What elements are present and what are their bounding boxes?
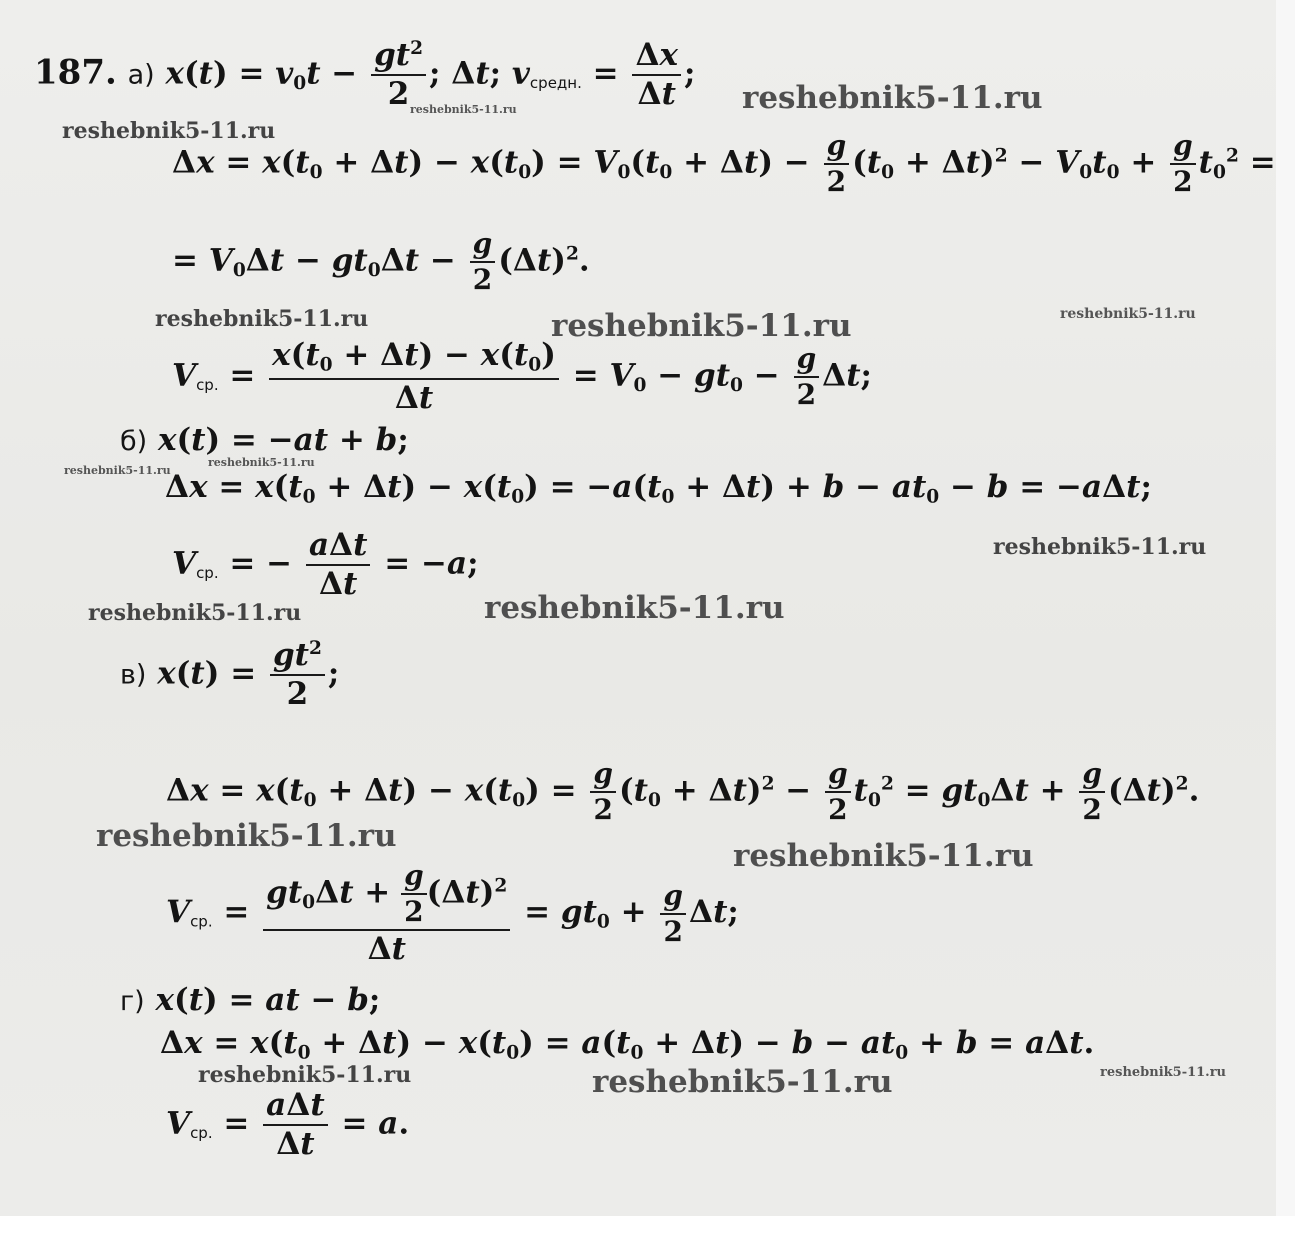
watermark: reshebnik5-11.ru — [551, 308, 852, 344]
part-v-header: в) x(t) = $\frac{gt^2}{2}$ ; — [120, 637, 340, 712]
watermark: reshebnik5-11.ru — [742, 80, 1043, 116]
watermark: reshebnik5-11.ru — [410, 103, 517, 116]
part-b-header: б) x(t) = −at + b; — [120, 422, 409, 458]
watermark: reshebnik5-11.ru — [88, 600, 302, 626]
formula-a-v-avg: $V_{ср.}$ = $\frac{x(t_0 + \Delta t) - x(t_0)}{\Delta t}$ = $V_0 - gt_0$ − $\frac{g}{2}$ Δt; — [172, 337, 872, 417]
part-a-header: 187. а) $x(t) = v_0t$ − $\frac{gt^2}{2}$ ; Δt; $v_{средн.}$ = $\frac{\Delta x}{\Delta t}$ ; — [34, 37, 696, 112]
formula-g-v-avg: $V_{ср.}$ = aΔt Δt = a. — [166, 1087, 410, 1162]
formula-g-delta-x: $\Delta x = x(t_0 + \Delta t) - x(t_0) = a(t_0 + \Delta t) - b - at_0 + b = a\Delta t$. — [160, 1025, 1095, 1064]
part-g-label: г) — [120, 986, 145, 1017]
formula-v-v-avg: $V_{ср.}$ = $gt_0\Delta t$ + $\frac{g}{2}$ $(\Delta t)^2$ Δt = $gt_0$ + $\frac{g}{2}$ Δt; — [166, 859, 739, 967]
formula-b-delta-x: $\Delta x = x(t_0 + \Delta t) - x(t_0) = -a(t_0 + \Delta t) + b - at_0 - b = -a\Delta t$; — [165, 469, 1152, 508]
problem-number: 187. — [34, 52, 117, 93]
formula-a-delta-x-result: = $V_0\Delta t - gt_0\Delta t$ − $\frac{g}{2}$ $(\Delta t)^2$. — [172, 227, 590, 296]
watermark: reshebnik5-11.ru — [993, 534, 1207, 560]
watermark: reshebnik5-11.ru — [592, 1064, 893, 1100]
formula-b-v-avg: $V_{ср.}$ = − aΔt Δt = −a; — [172, 527, 479, 602]
watermark: reshebnik5-11.ru — [1060, 306, 1196, 322]
watermark: reshebnik5-11.ru — [96, 818, 397, 854]
formula-a-delta-x: $\Delta x = x(t_0 + \Delta t) - x(t_0) = V_0(t_0 + \Delta t)$ − $\frac{g}{2}$ $(t_0 + \Delta t)^2 - V_0t_0$ + $\frac{g}{2}$ $t_0^2$ = — [172, 129, 1276, 198]
watermark: reshebnik5-11.ru — [155, 306, 369, 332]
watermark: reshebnik5-11.ru — [198, 1062, 412, 1088]
part-a-label: а) — [127, 59, 155, 91]
watermark: reshebnik5-11.ru — [484, 590, 785, 626]
formula-v-delta-x: $\Delta x = x(t_0 + \Delta t) - x(t_0)$ = $\frac{g}{2}$ $(t_0 + \Delta t)^2$ − $\frac{g}{2}$ $t_0^2 = gt_0\Delta t$ + $\frac{g}{2}$ $(\Delta t)^2$. — [166, 757, 1200, 826]
watermark: reshebnik5-11.ru — [64, 464, 171, 477]
watermark: reshebnik5-11.ru — [208, 456, 315, 469]
page-edge — [1276, 0, 1295, 1216]
part-g-header: г) x(t) = at − b; — [120, 982, 381, 1018]
watermark: reshebnik5-11.ru — [62, 118, 276, 144]
part-b-label: б) — [120, 426, 148, 457]
watermark: reshebnik5-11.ru — [733, 838, 1034, 874]
part-v-label: в) — [120, 659, 147, 691]
watermark: reshebnik5-11.ru — [1100, 1065, 1227, 1080]
